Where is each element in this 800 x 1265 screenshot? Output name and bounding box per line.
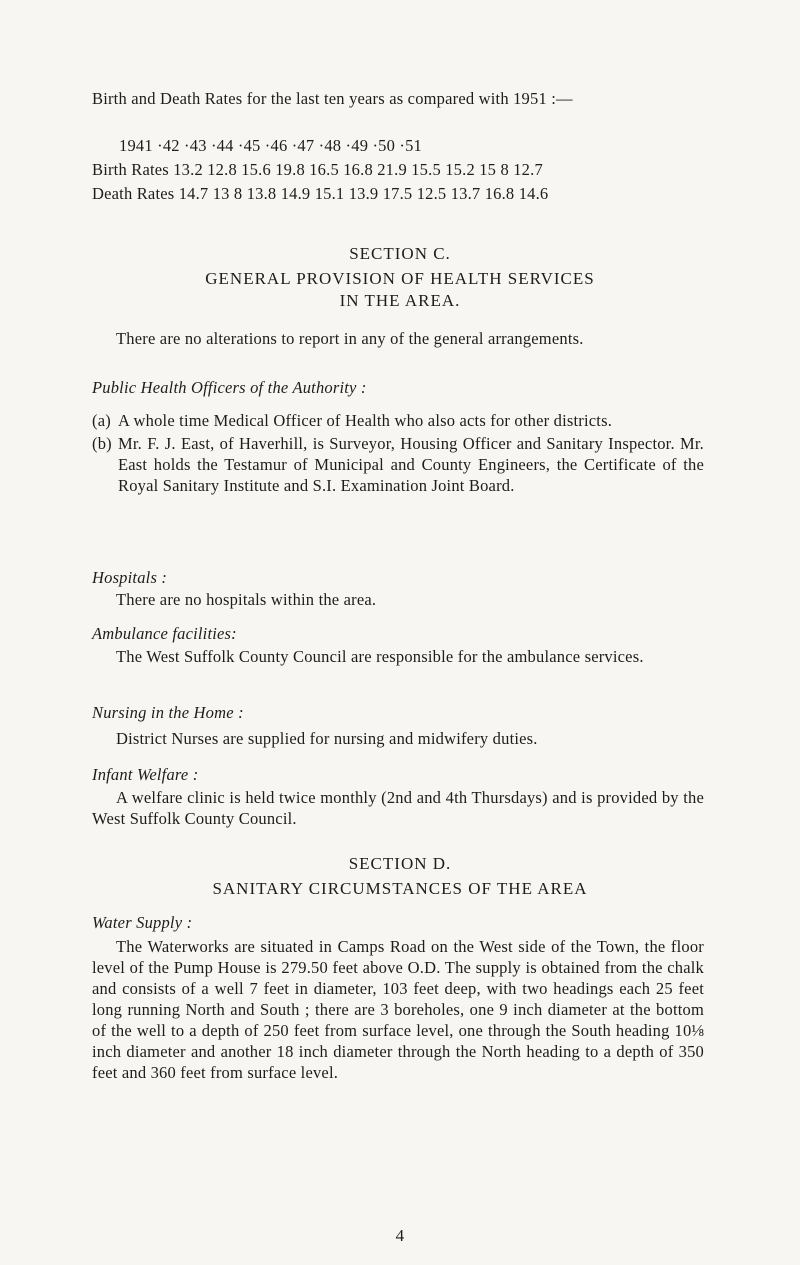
infant-welfare-heading: Infant Welfare :	[92, 765, 199, 784]
officer-item-b	[92, 433, 704, 496]
section-d-title: SANITARY CIRCUMSTANCES OF THE AREA	[212, 879, 588, 898]
officer-label-b: (b)	[92, 434, 112, 453]
hospitals-text: There are no hospitals within the area.	[116, 590, 377, 609]
section-c-label: SECTION C.	[349, 244, 451, 263]
section-c-title-line2: IN THE AREA.	[339, 291, 461, 310]
birth-rates-row: Birth Rates 13.2 12.8 15.6 19.8 16.5 16.8 21.9 15.5 15.2 15 8 12.7	[92, 160, 543, 179]
ambulance-heading: Ambulance facilities:	[92, 624, 237, 643]
page-number: 4	[395, 1226, 405, 1245]
section-c-title-line1: GENERAL PROVISION OF HEALTH SERVICES	[205, 269, 595, 288]
officers-list	[92, 410, 704, 496]
officer-label-a: (a)	[92, 411, 111, 430]
intro-paragraph: There are no alterations to report in any of the general arrangements.	[116, 329, 584, 348]
infant-welfare-text: A welfare clinic is held twice monthly (2nd and 4th Thursdays) and is provided by the West Suffolk County Council.	[92, 788, 704, 828]
hospitals-heading: Hospitals :	[92, 568, 168, 587]
nursing-heading: Nursing in the Home :	[92, 703, 244, 722]
ambulance-text: The West Suffolk County Council are responsible for the ambulance services.	[116, 647, 644, 666]
section-d-label: SECTION D.	[348, 854, 452, 873]
death-rates-row: Death Rates 14.7 13 8 13.8 14.9 15.1 13.9 17.5 12.5 13.7 16.8 14.6	[92, 184, 549, 203]
officer-item-a	[92, 410, 704, 431]
water-supply-text: The Waterworks are situated in Camps Road on the West side of the Town, the floor level of the Pump House is 279.50 feet above O.D. The supply is obtained from the chalk and consists of a well 7 feet in diameter, 103 feet deep, with two headings each 25 feet long running North and South ; there are 3 boreholes, one 9 inch diameter at the bottom of the well to a depth of 250 feet from surface level, one through the South heading 10⅛ inch diameter and another 18 inch diameter through the North heading to a depth of 350 feet and 360 feet from surface level.	[92, 937, 704, 1082]
rates-intro: Birth and Death Rates for the last ten years as compared with 1951 :—	[92, 89, 573, 108]
water-supply-heading: Water Supply :	[92, 913, 193, 932]
officer-text-a: A whole time Medical Officer of Health who also acts for other districts.	[118, 411, 613, 430]
rates-years-row: 1941 ·42 ·43 ·44 ·45 ·46 ·47 ·48 ·49 ·50 ·51	[119, 136, 422, 155]
nursing-text: District Nurses are supplied for nursing and midwifery duties.	[116, 729, 538, 748]
officers-heading: Public Health Officers of the Authority :	[92, 378, 367, 397]
officer-text-b: Mr. F. J. East, of Haverhill, is Surveyor, Housing Officer and Sanitary Inspector. Mr. East holds the Testamur of Municipal and County Engineers, the Certificate of the Royal Sanitary Institute and S.I. Examination Joint Board.	[118, 434, 704, 495]
